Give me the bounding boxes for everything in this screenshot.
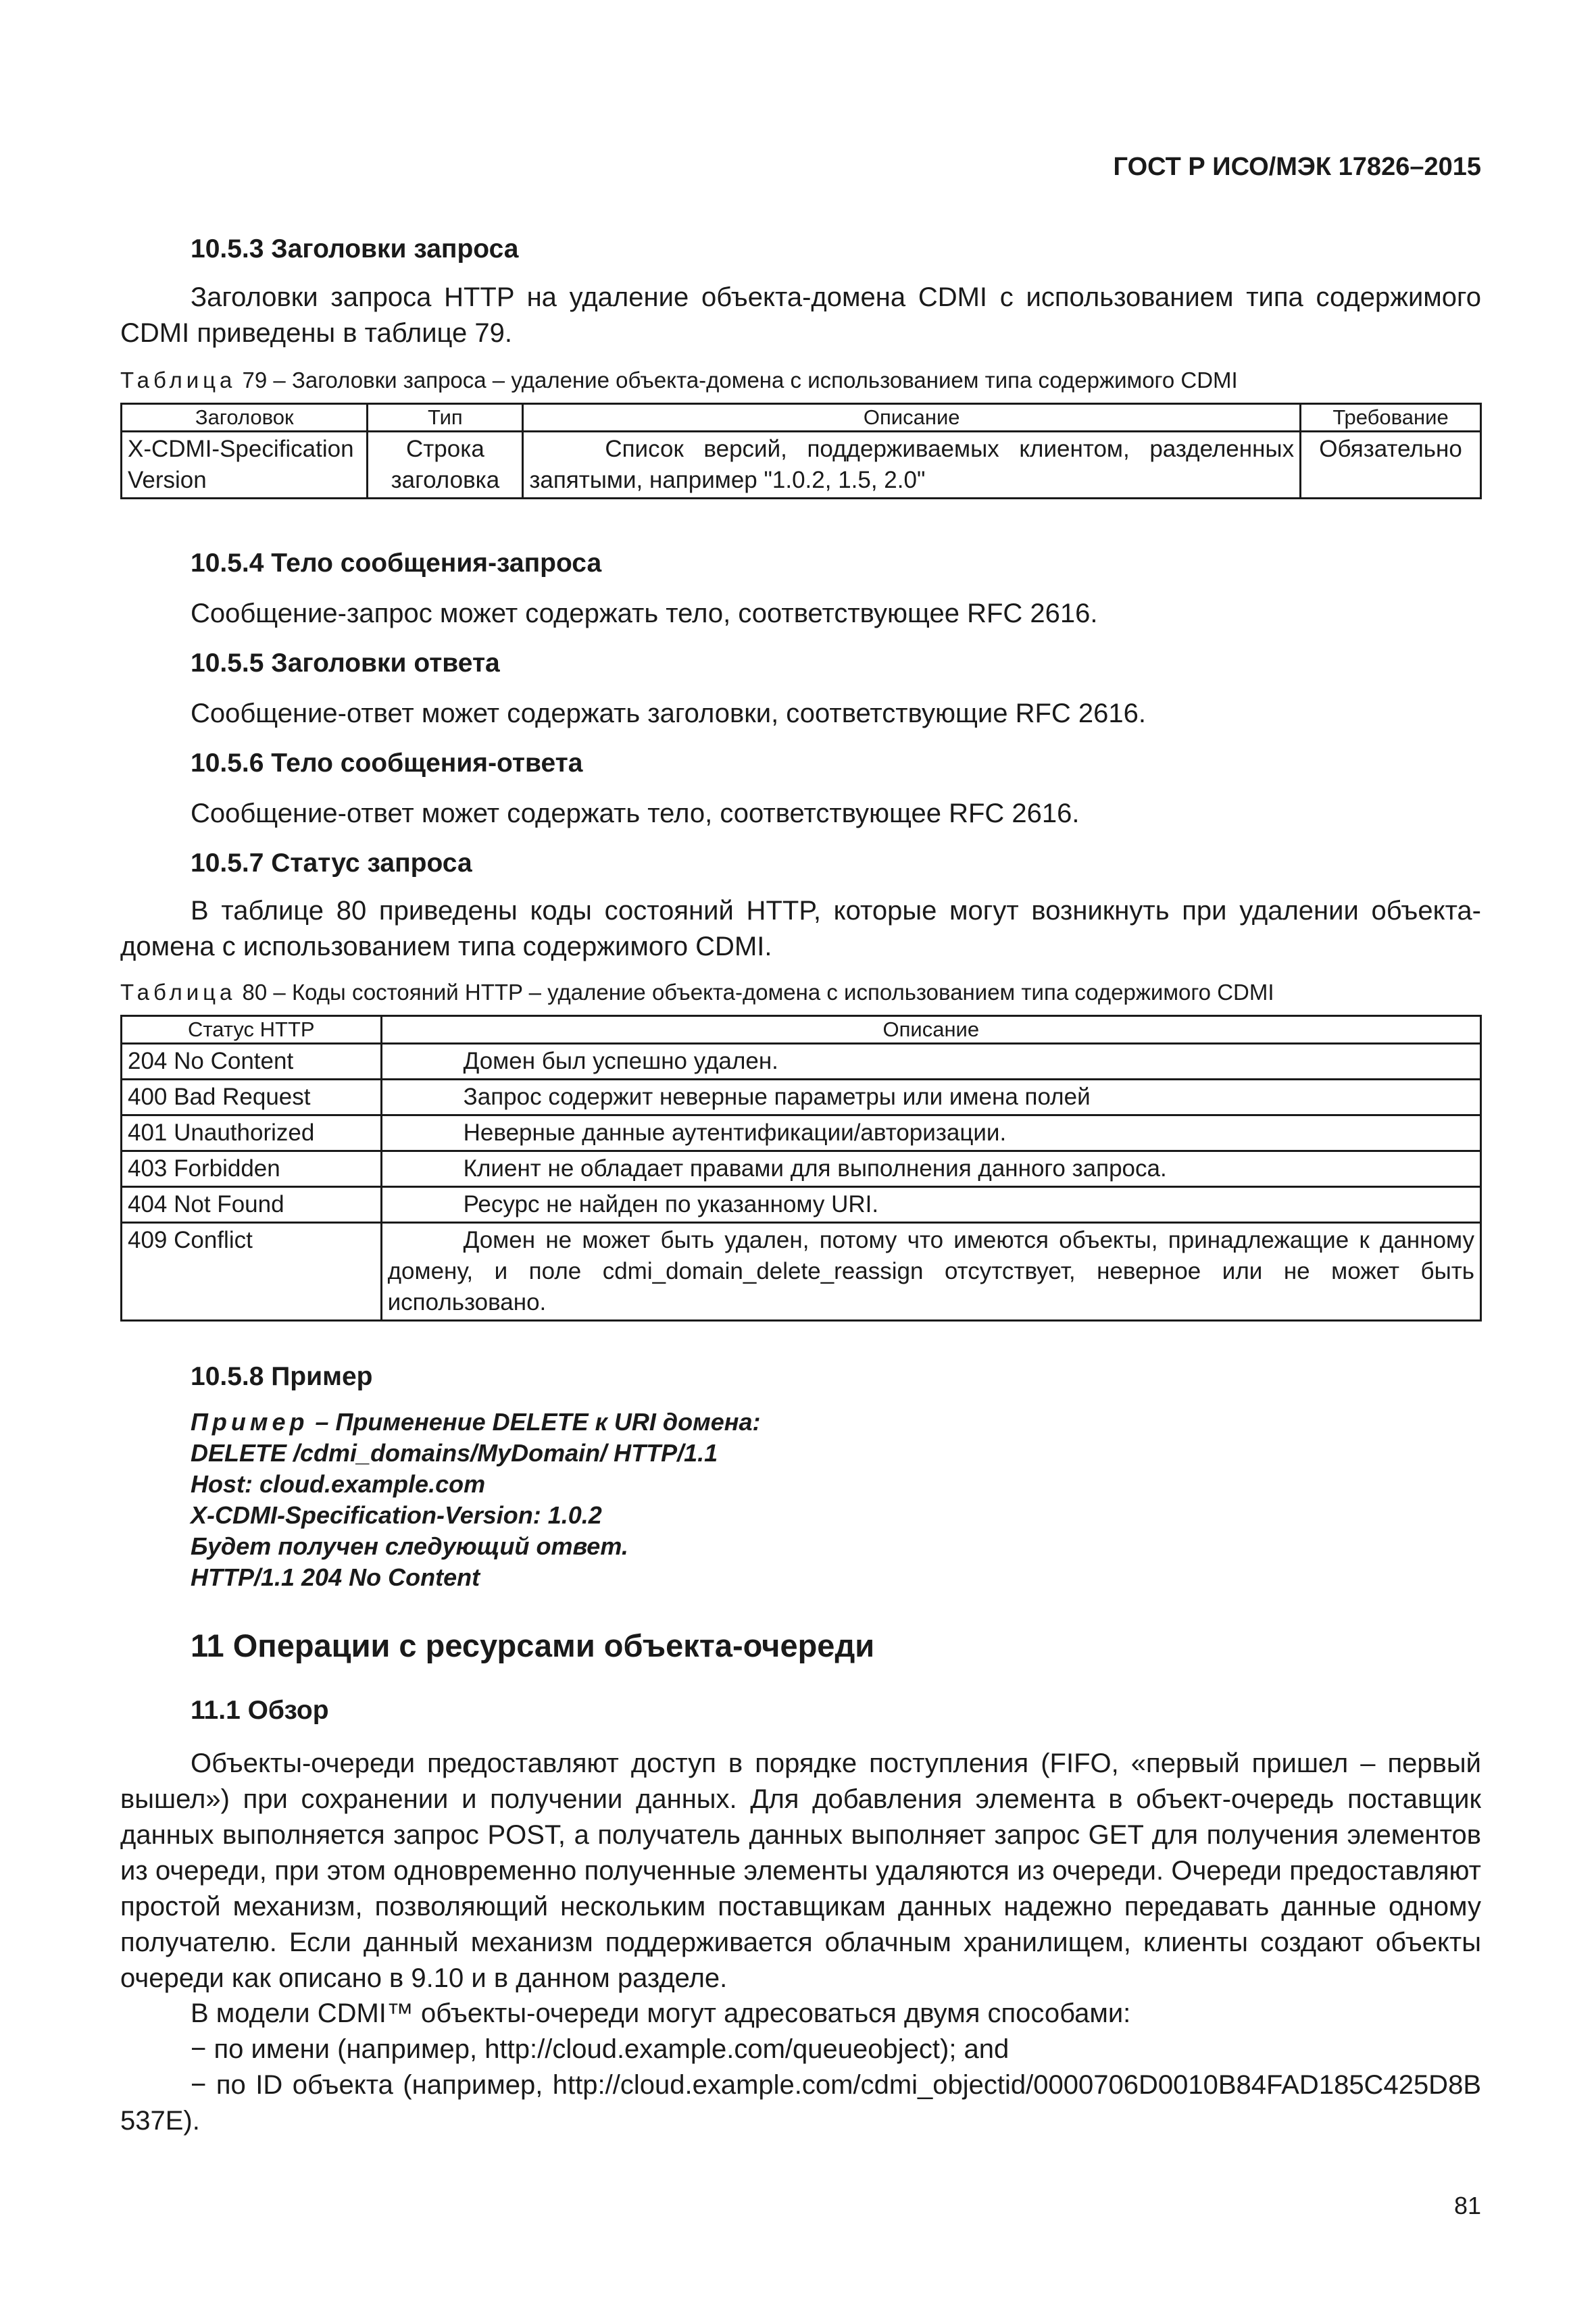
column-header: Описание — [523, 404, 1301, 432]
section-text-10-5-4: Сообщение-запрос может содержать тело, соответствующее RFC 2616. — [191, 599, 1098, 628]
status-cell: 400 Bad Request — [122, 1080, 382, 1115]
column-header: Заголовок — [122, 404, 368, 432]
section-text-10-5-7: В таблице 80 приведены коды состояний HTTP, которые могут возникнуть при удалении объекта-домена с использованием типа содержимого CDMI. — [120, 896, 1481, 961]
example-block — [191, 1407, 761, 1593]
example-line: X-CDMI-Specification-Version: 1.0.2 — [191, 1501, 602, 1529]
header-name-cell: X-CDMI-SpecificationVersion — [122, 432, 368, 499]
table-79 — [120, 403, 1482, 499]
status-cell: 409 Conflict — [122, 1223, 382, 1321]
section-heading-10-5-4: 10.5.4 Тело сообщения-запроса — [191, 549, 602, 578]
section-text-11-1-addressing: В модели CDMI™ объекты-очереди могут адресоваться двумя способами: — [191, 1998, 1131, 2028]
status-cell: 404 Not Found — [122, 1187, 382, 1223]
table-80-caption — [120, 980, 1274, 1005]
section-text-11-1: Объекты-очереди предоставляют доступ в порядке поступления (FIFO, «первый пришел – первый вышел») при сохранении и получении данных. Для добавления элемента в объект-очередь поставщик данных выполняется запрос POST, а получатель данных выполняет запрос GET для получения элементов из очереди, при этом одновременно полученные элементы удаляются из очереди. Очереди предоставляют простой механизм, позволяющий нескольким поставщикам данных надежно передавать данные одному получателю. Если данный механизм поддерживается облачным хранилищем, клиенты создают объекты очереди как описано в 9.10 и в данном разделе. — [120, 1749, 1482, 1993]
table-row — [122, 432, 1481, 499]
example-line: Host: cloud.example.com — [191, 1470, 486, 1498]
description-cell: Домен был успешно удален. — [381, 1044, 1480, 1080]
example-line: DELETE /cdmi_domains/MyDomain/ HTTP/1.1 — [191, 1439, 718, 1467]
status-cell: 403 Forbidden — [122, 1151, 382, 1187]
section-text-10-5-6: Сообщение-ответ может содержать тело, соответствующее RFC 2616. — [191, 799, 1080, 828]
example-line: Будет получен следующий ответ. — [191, 1532, 628, 1560]
caption-label: Таблица — [120, 980, 236, 1005]
example-line: HTTP/1.1 204 No Content — [191, 1563, 480, 1591]
caption-text: 79 – Заголовки запроса – удаление объекта-домена с использованием типа содержимого CDMI — [236, 368, 1238, 393]
table-header-row — [122, 1016, 1481, 1044]
section-text-10-5-3: Заголовки запроса HTTP на удаление объекта-домена CDMI с использованием типа содержимого CDMI приведены в таблице 79. — [120, 282, 1481, 348]
column-header: Тип — [368, 404, 523, 432]
section-heading-10-5-7: 10.5.7 Статус запроса — [191, 849, 472, 878]
description-cell: Ресурс не найден по указанному URI. — [381, 1187, 1480, 1223]
description-cell: Клиент не обладает правами для выполнения данного запроса. — [381, 1151, 1480, 1187]
description-cell: Запрос содержит неверные параметры или имена полей — [381, 1080, 1480, 1115]
column-header: Требование — [1301, 404, 1481, 432]
chapter-heading-11: 11 Операции с ресурсами объекта-очереди — [191, 1628, 875, 1663]
type-cell: Строка заголовка — [368, 432, 523, 499]
table-row — [122, 1223, 1481, 1321]
table-header-row — [122, 404, 1481, 432]
table-row — [122, 1151, 1481, 1187]
description-cell: Домен не может быть удален, потому что имеются объекты, принадлежащие к данному домену, и поле cdmi_domain_delete_reassign отсутствует, неверное или не может быть использовано. — [381, 1223, 1480, 1321]
caption-label: Таблица — [120, 368, 236, 393]
status-cell: 204 No Content — [122, 1044, 382, 1080]
example-title: – Применение DELETE к URI домена: — [308, 1408, 761, 1436]
table-row — [122, 1115, 1481, 1151]
list-item: − по ID объекта (например, http://cloud.example.com/cdmi_objectid/0000706D0010B84FAD185C425D8B537E). — [120, 2070, 1481, 2136]
caption-text: 80 – Коды состояний HTTP – удаление объекта-домена с использованием типа содержимого CDMI — [236, 980, 1274, 1005]
section-heading-10-5-3: 10.5.3 Заголовки запроса — [191, 234, 519, 263]
table-79-caption — [120, 368, 1238, 393]
description-cell: Список версий, поддерживаемых клиентом, разделенных запятыми, например "1.0.2, 1.5, 2.0" — [523, 432, 1301, 499]
table-row — [122, 1187, 1481, 1223]
section-text-10-5-5: Сообщение-ответ может содержать заголовки, соответствующие RFC 2616. — [191, 699, 1147, 728]
table-row — [122, 1080, 1481, 1115]
column-header: Описание — [381, 1016, 1480, 1044]
section-heading-10-5-8: 10.5.8 Пример — [191, 1362, 373, 1391]
table-row — [122, 1044, 1481, 1080]
section-heading-10-5-6: 10.5.6 Тело сообщения-ответа — [191, 749, 583, 778]
example-label: Пример — [191, 1408, 309, 1436]
page-number: 81 — [1453, 2192, 1481, 2219]
status-cell: 401 Unauthorized — [122, 1115, 382, 1151]
requirement-cell: Обязательно — [1301, 432, 1481, 499]
section-heading-11-1: 11.1 Обзор — [191, 1696, 329, 1725]
list-item: − по имени (например, http://cloud.example.com/queueobject); and — [191, 2034, 1009, 2064]
section-heading-10-5-5: 10.5.5 Заголовки ответа — [191, 649, 500, 678]
description-cell: Неверные данные аутентификации/авторизации. — [381, 1115, 1480, 1151]
example-title-line — [191, 1407, 761, 1438]
table-80 — [120, 1015, 1482, 1322]
column-header: Статус HTTP — [122, 1016, 382, 1044]
document-code-header: ГОСТ Р ИСО/МЭК 17826–2015 — [1113, 153, 1481, 181]
